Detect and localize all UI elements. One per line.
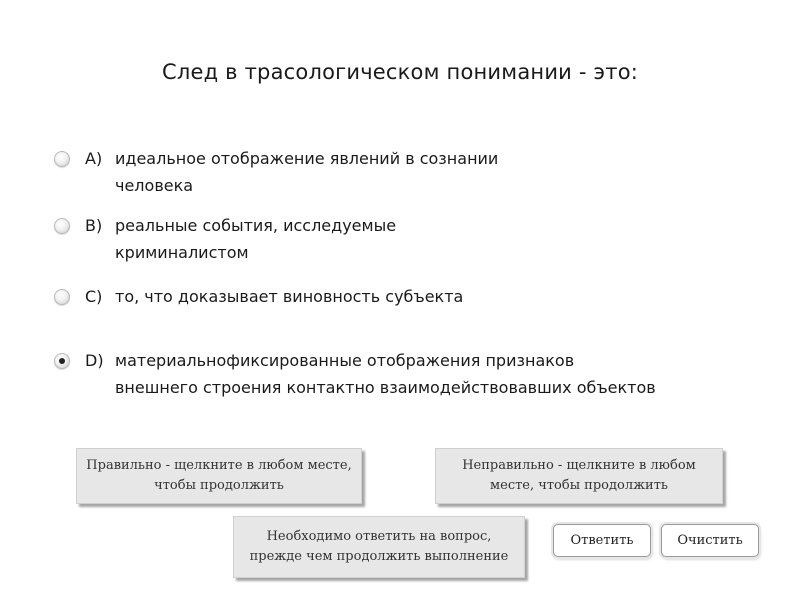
option-d[interactable]: [54, 350, 656, 401]
option-text-line: реальные события, исследуемые: [115, 216, 397, 235]
option-letter: A): [85, 149, 103, 168]
radio-option-b[interactable]: [54, 218, 70, 234]
question-title: След в трасологическом понимании - это:: [161, 60, 639, 84]
incorrect-feedback-box[interactable]: [435, 448, 723, 504]
option-a[interactable]: [54, 148, 498, 199]
clear-button[interactable]: Очистить: [661, 524, 759, 557]
radio-option-d-selected[interactable]: [54, 353, 70, 369]
option-text: [115, 212, 396, 266]
feedback-text: месте, чтобы продолжить: [490, 478, 668, 493]
option-letter: D): [85, 351, 104, 370]
option-c[interactable]: [54, 286, 463, 310]
feedback-text: чтобы продолжить: [154, 478, 284, 493]
answer-required-box[interactable]: [233, 516, 525, 578]
submit-button[interactable]: Ответить: [553, 524, 651, 557]
feedback-text: прежде чем продолжить выполнение: [249, 549, 509, 564]
correct-feedback-box[interactable]: [76, 448, 362, 504]
option-text-line: то, что доказывает виновность субъекта: [115, 287, 464, 306]
option-letter: B): [85, 216, 103, 235]
radio-option-c[interactable]: [54, 289, 70, 305]
option-text: [115, 145, 498, 199]
option-letter: C): [85, 287, 103, 306]
feedback-text: Необходимо ответить на вопрос,: [266, 529, 492, 544]
option-b[interactable]: [54, 215, 396, 266]
option-text-line: материальнофиксированные отображения признаков: [115, 351, 575, 370]
radio-option-a[interactable]: [54, 151, 70, 167]
option-text-line: криминалистом: [115, 243, 249, 262]
option-text: [115, 283, 463, 310]
option-text: [115, 347, 656, 401]
feedback-text: Правильно - щелкните в любом месте,: [86, 458, 352, 473]
feedback-text: Неправильно - щелкните в любом: [462, 458, 696, 473]
option-text-line: человека: [115, 176, 194, 195]
option-text-line: идеальное отображение явлений в сознании: [115, 149, 499, 168]
option-text-line: внешнего строения контактно взаимодействовавших объектов: [115, 378, 656, 397]
